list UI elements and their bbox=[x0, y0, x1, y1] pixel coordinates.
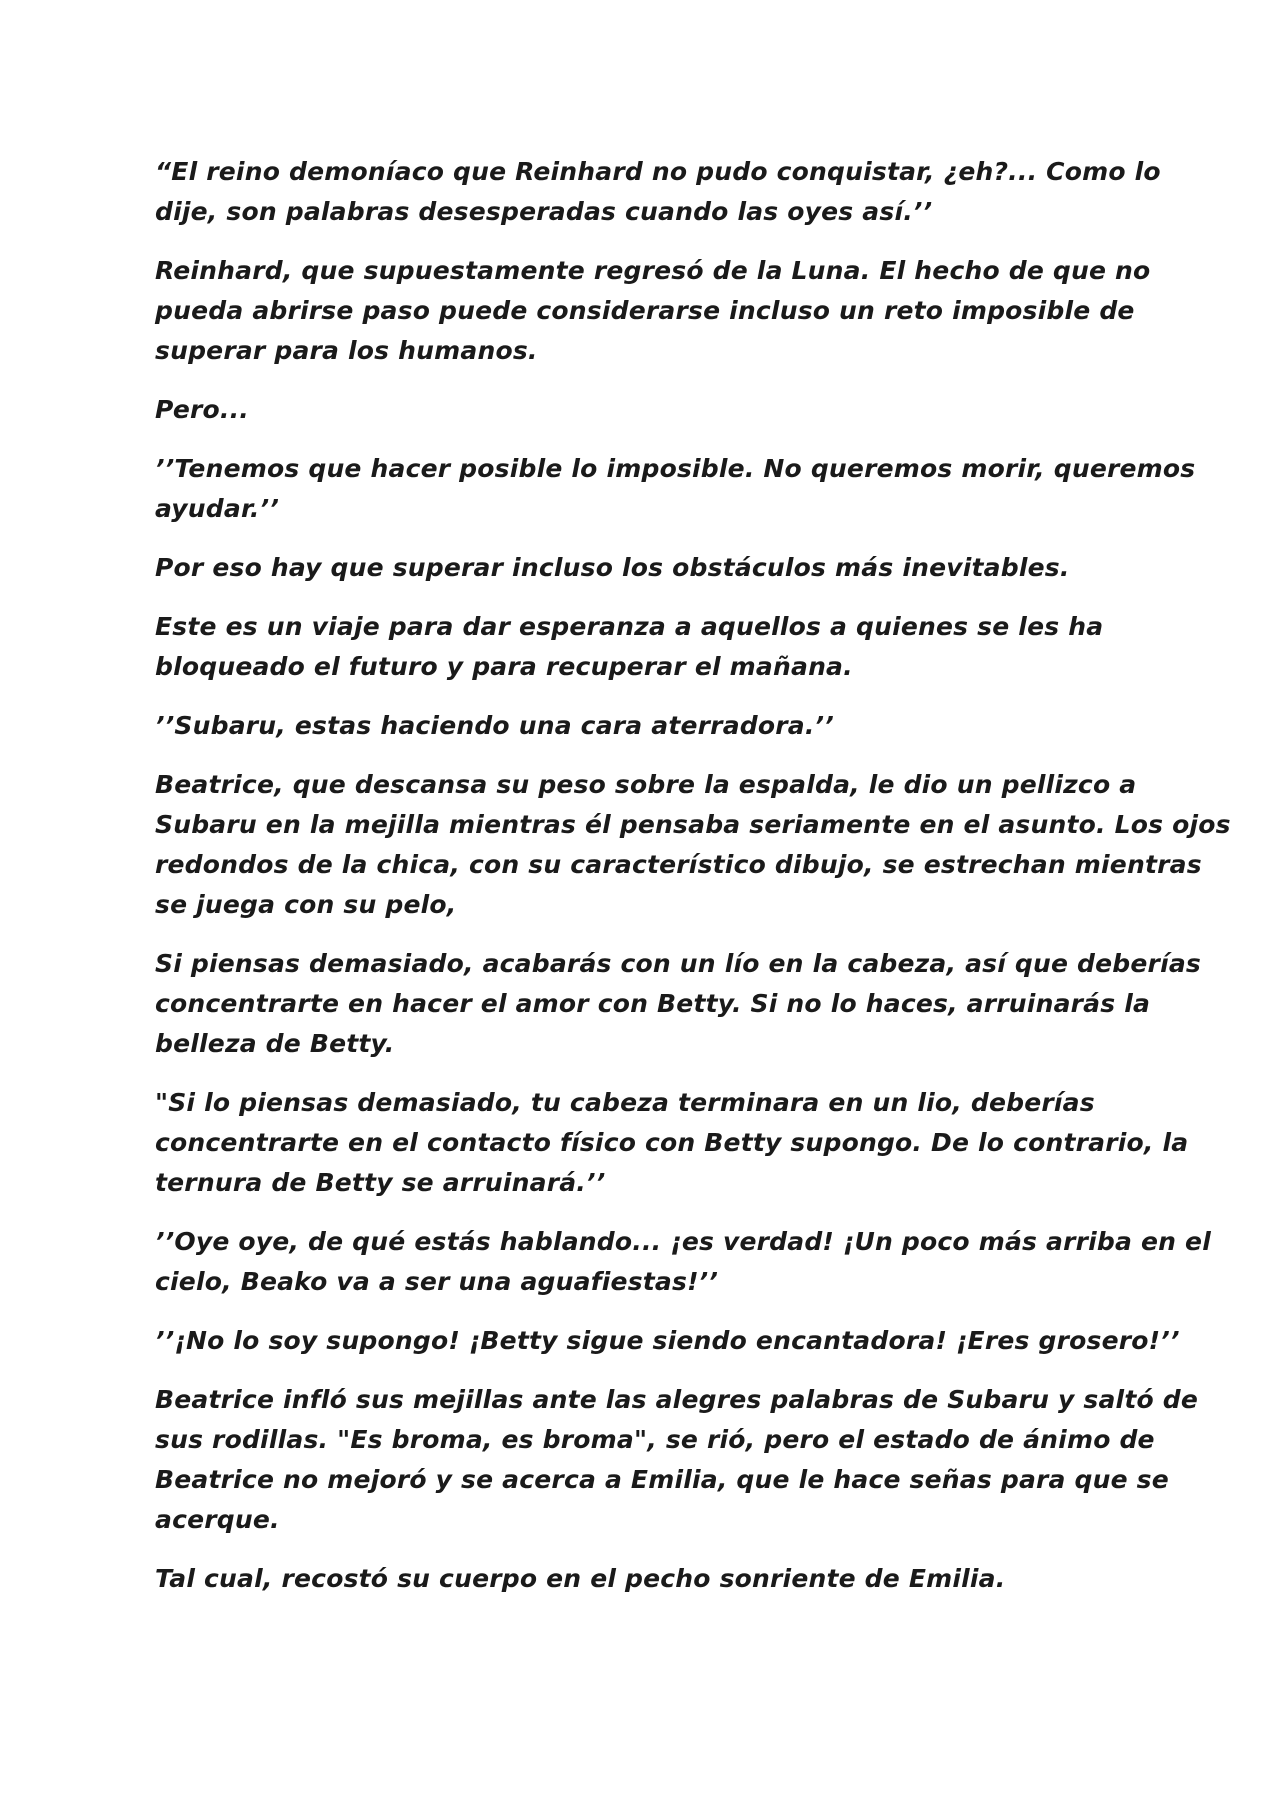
paragraph bbox=[155, 1559, 1140, 1599]
text-line: Reinhard, que supuestamente regresó de la Luna. El hecho de que no bbox=[155, 256, 1151, 285]
text-line: redondos de la chica, con su característico dibujo, se estrechan mientras bbox=[155, 850, 1202, 879]
text-line: Subaru en la mejilla mientras él pensaba seriamente en el asunto. Los ojos bbox=[155, 810, 1231, 839]
paragraph bbox=[155, 548, 1140, 588]
paragraph bbox=[155, 390, 1140, 430]
text-line: cielo, Beako va a ser una aguafiestas!’’ bbox=[155, 1267, 719, 1296]
paragraph bbox=[155, 152, 1161, 232]
paragraph bbox=[155, 1321, 1180, 1361]
paragraph bbox=[155, 944, 1202, 1064]
text-line: concentrarte en hacer el amor con Betty. Si no lo haces, arruinarás la bbox=[155, 989, 1151, 1018]
text-line: ’’¡No lo soy supongo! ¡Betty sigue siendo encantadora! ¡Eres grosero!’’ bbox=[155, 1326, 1180, 1355]
text-line: Beatrice no mejoró y se acerca a Emilia, que le hace señas para que se bbox=[155, 1465, 1169, 1494]
paragraph bbox=[155, 1380, 1198, 1540]
paragraph bbox=[155, 1222, 1211, 1302]
text-line: ’’Oye oye, de qué estás hablando... ¡es verdad! ¡Un poco más arriba en el bbox=[155, 1227, 1211, 1256]
text-line: ’’Subaru, estas haciendo una cara aterradora.’’ bbox=[155, 711, 834, 740]
text-line: “El reino demoníaco que Reinhard no pudo conquistar, ¿eh?... Como lo bbox=[155, 157, 1161, 186]
paragraph bbox=[155, 251, 1151, 371]
text-line: Por eso hay que superar incluso los obstáculos más inevitables. bbox=[155, 553, 1070, 582]
text-line: Tal cual, recostó su cuerpo en el pecho sonriente de Emilia. bbox=[155, 1564, 1006, 1593]
text-body bbox=[155, 152, 1231, 1599]
text-line: Pero... bbox=[155, 395, 250, 424]
text-line: dije, son palabras desesperadas cuando las oyes así.’’ bbox=[155, 197, 933, 226]
paragraph bbox=[155, 706, 1140, 746]
text-line: Beatrice infló sus mejillas ante las alegres palabras de Subaru y saltó de bbox=[155, 1385, 1198, 1414]
text-line: concentrarte en el contacto físico con Betty supongo. De lo contrario, la bbox=[155, 1128, 1189, 1157]
text-line: Beatrice, que descansa su peso sobre la espalda, le dio un pellizco a bbox=[155, 770, 1137, 799]
text-line: se juega con su pelo, bbox=[155, 890, 457, 919]
paragraph bbox=[155, 607, 1140, 687]
text-line: Este es un viaje para dar esperanza a aquellos a quienes se les ha bbox=[155, 612, 1104, 641]
text-line: sus rodillas. "Es broma, es broma", se rió, pero el estado de ánimo de bbox=[155, 1425, 1155, 1454]
text-line: superar para los humanos. bbox=[155, 336, 538, 365]
text-line: bloqueado el futuro y para recuperar el mañana. bbox=[155, 652, 853, 681]
text-line: Si piensas demasiado, acabarás con un lío en la cabeza, así que deberías bbox=[155, 949, 1202, 978]
text-line: acerque. bbox=[155, 1505, 280, 1534]
paragraph bbox=[155, 765, 1231, 925]
paragraph bbox=[155, 1083, 1189, 1203]
text-line: pueda abrirse paso puede considerarse incluso un reto imposible de bbox=[155, 296, 1135, 325]
paragraph bbox=[155, 449, 1196, 529]
text-line: "Si lo piensas demasiado, tu cabeza terminara en un lio, deberías bbox=[155, 1088, 1095, 1117]
text-line: ternura de Betty se arruinará.’’ bbox=[155, 1168, 606, 1197]
text-line: belleza de Betty. bbox=[155, 1029, 395, 1058]
text-line: ayudar.’’ bbox=[155, 494, 280, 523]
text-line: ’’Tenemos que hacer posible lo imposible. No queremos morir, queremos bbox=[155, 454, 1196, 483]
